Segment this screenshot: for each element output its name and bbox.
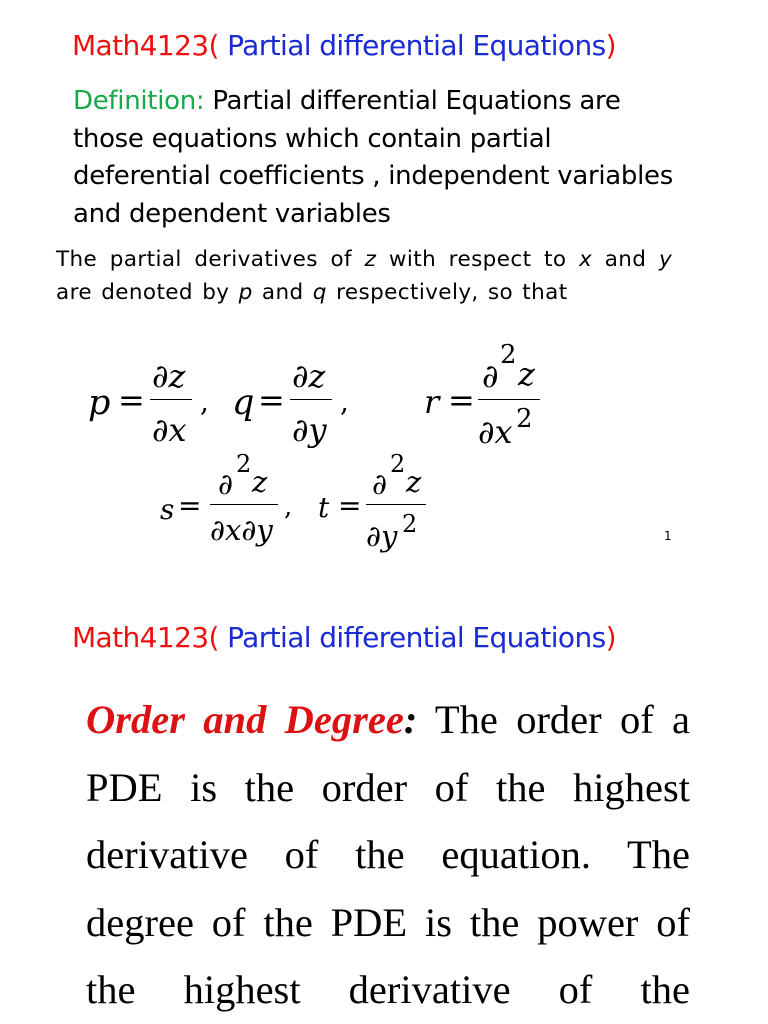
formula-t-den: ∂y — [366, 519, 398, 553]
formula-q-num: ∂z — [292, 357, 326, 395]
comma: , — [200, 385, 209, 418]
order-degree-paragraph — [86, 686, 690, 1024]
formula-t-num-partial: ∂ — [372, 467, 387, 501]
formula-s-num-exp: 2 — [236, 450, 252, 478]
title-subject: Partial differential Equations — [227, 29, 606, 62]
equals-sign: = — [118, 381, 145, 419]
body-line: the highest derivative of the — [86, 967, 690, 1012]
var-p: p — [238, 280, 253, 305]
definition-label: Definition: — [73, 86, 205, 116]
comma: , — [340, 385, 349, 418]
intro-text: with respect to — [388, 247, 567, 272]
var-q: q — [312, 280, 327, 305]
body-line: degree of the PDE is the power of — [86, 899, 690, 945]
term-order-and-degree: Order and Degree — [86, 697, 404, 742]
formula-q-den: ∂y — [292, 411, 327, 449]
intro-text: and — [261, 280, 304, 305]
var-x: x — [578, 247, 593, 272]
formula-s-lhs: s — [160, 493, 175, 526]
equals-sign: = — [448, 381, 475, 419]
formula-r-lhs: r — [424, 383, 440, 421]
formula-p-den: ∂x — [152, 411, 187, 449]
formula-s-num-z: z — [252, 465, 268, 499]
formula-p-num: ∂z — [152, 357, 186, 395]
fraction-bar — [290, 399, 332, 400]
intro-text: respectively, so that — [336, 280, 568, 305]
var-z: z — [364, 247, 377, 272]
formula-t-num-z: z — [406, 465, 422, 499]
equals-sign: = — [178, 489, 202, 522]
page-number: 1 — [664, 529, 672, 543]
intro-text: are denoted by — [56, 280, 230, 305]
fraction-bar — [366, 504, 426, 505]
body-line: The order of a — [434, 697, 690, 742]
definition-text: Partial differential Equations are those equations which contain partial deferential coefficients , independent variables and dependent variables — [73, 86, 673, 229]
comma: , — [284, 492, 293, 522]
formula-r-num-exp: 2 — [500, 340, 517, 370]
formula-t-den-exp: 2 — [402, 510, 418, 538]
title-subject: Partial differential Equations — [227, 621, 606, 654]
formula-s-den: ∂x∂y — [210, 513, 273, 547]
formula-r-den: ∂x — [478, 413, 513, 451]
formula-r-num-z: z — [518, 355, 535, 393]
formula-q-lhs: q — [232, 383, 255, 423]
title-course: Math4123( — [72, 621, 219, 654]
equals-sign: = — [258, 381, 285, 419]
fraction-bar — [210, 504, 278, 505]
body-line: derivative of the equation. The — [86, 832, 690, 877]
term-colon: : — [403, 697, 418, 742]
fraction-bar — [478, 399, 540, 400]
slide-title — [72, 621, 616, 654]
title-course: Math4123( — [72, 29, 219, 62]
fraction-bar — [150, 399, 192, 400]
body-line: PDE is the order of the highest — [86, 764, 690, 810]
title-close: ) — [605, 621, 616, 654]
formula-t-num-exp: 2 — [390, 450, 406, 478]
formula-t-lhs: t — [318, 491, 330, 524]
formula-r-num-partial: ∂ — [482, 357, 499, 395]
slide-2 — [0, 600, 768, 1024]
formula-s-num-partial: ∂ — [218, 467, 233, 501]
formula-p-lhs: p — [88, 383, 111, 423]
intro-text: and — [604, 247, 647, 272]
equals-sign: = — [338, 489, 362, 522]
title-close: ) — [605, 29, 616, 62]
intro-text: The partial derivatives of — [56, 247, 353, 272]
var-y: y — [658, 247, 673, 272]
formula-r-den-exp: 2 — [516, 404, 533, 434]
